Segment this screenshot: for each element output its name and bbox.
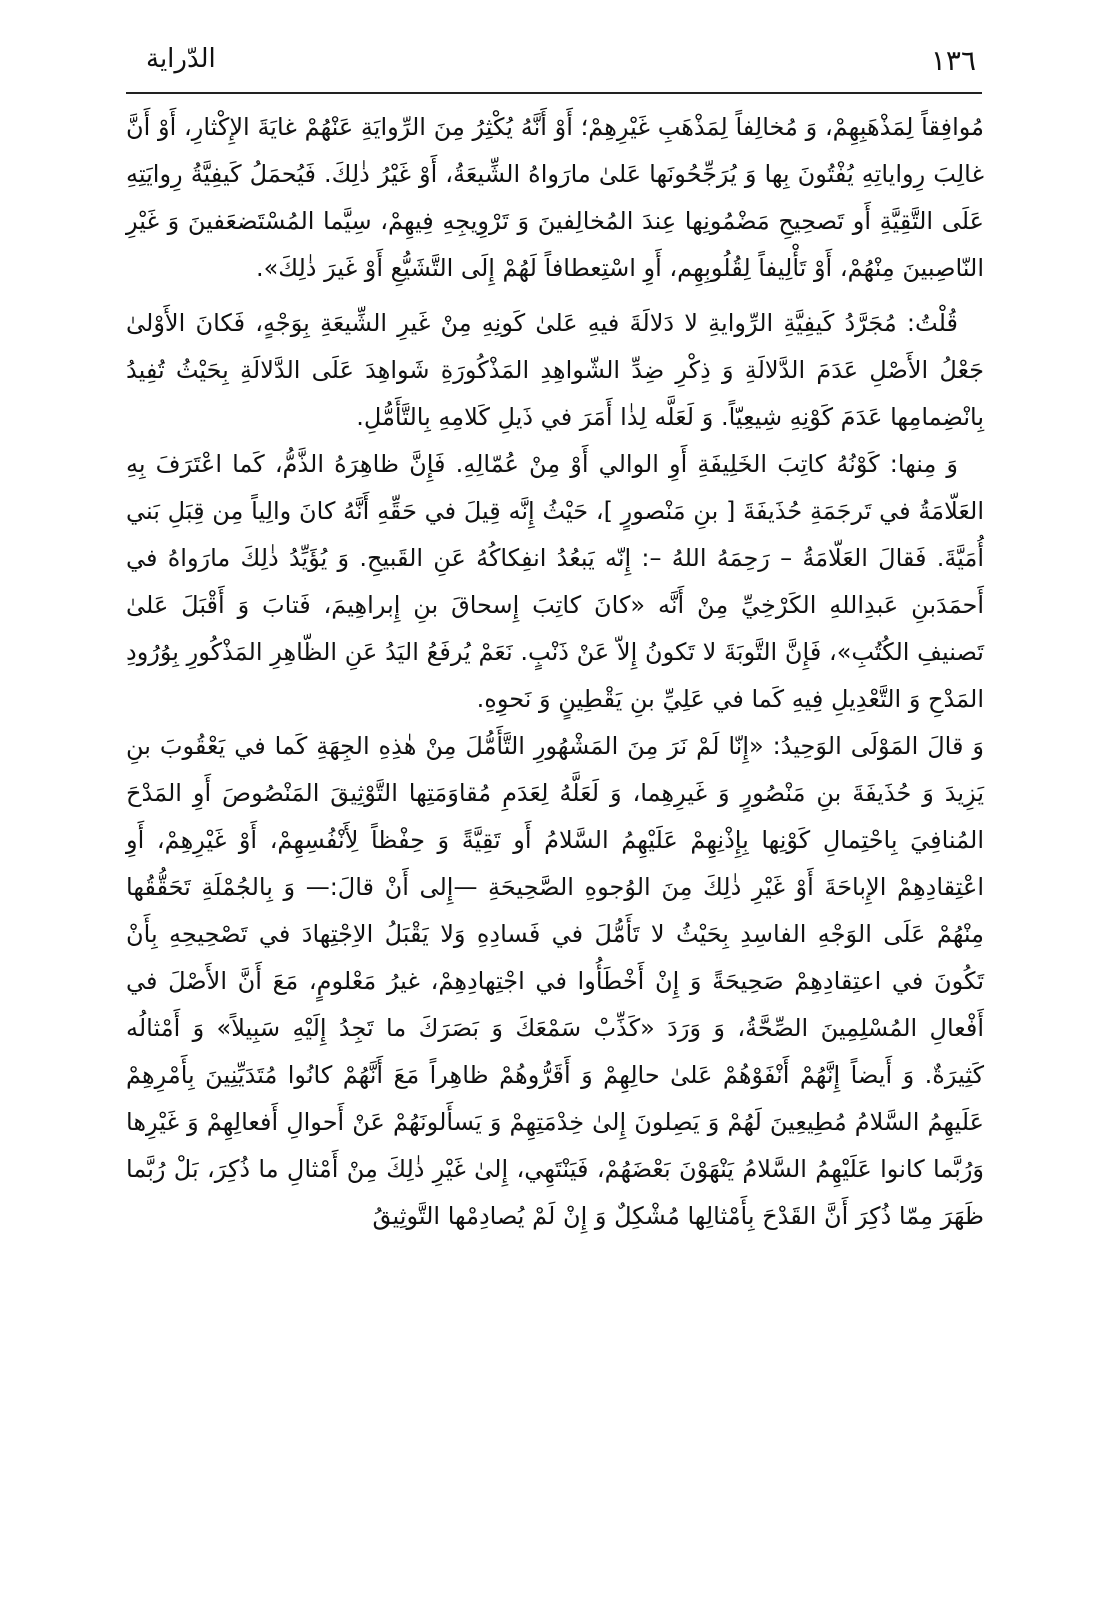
- page-number: ١٣٦: [930, 44, 976, 77]
- running-header: [126, 38, 976, 94]
- running-header-title: الدّراية: [146, 44, 216, 74]
- header-divider: [126, 92, 982, 94]
- page-body: [126, 104, 984, 1240]
- paragraph-2: قُلْتُ: مُجَرَّدُ كَيفِيَّةِ الرِّوايةِ لا دَلالَةَ فيهِ عَلىٰ كَونِهِ مِنْ غَيرِ الشِّيعَةِ بِوَجْهٍ، فَكانَ الأَوْلىٰ جَعْلُ الأَصْلِ عَدَمَ الدَّلالَةِ وَ ذِكْرِ ضِدِّ الشّواهِدِ المَذْكُورَةِ شَواهِدَ عَلَى الدَّلالَةِ بِحَيْثُ تُفِيدُ بِانْضِمامِها عَدَمَ كَوْنِهِ شِيعِيّاً. وَ لَعَلَّه لِذٰا أَمَرَ في ذَيلِ كَلامِهِ بِالتَّأَمُّلِ.: [126, 309, 984, 431]
- paragraph-4: وَ قالَ المَوْلَى الوَحِيدُ: «إِنّا لَمْ نَرَ مِنَ المَشْهُورِ التَّأَمُّلَ مِنْ هٰذِهِ الجِهَةِ كَما في يَعْقُوبَ بنِ يَزِيدَ وَ حُذَيفَةَ بنِ مَنْصُورٍ وَ غَيرِهِما، وَ لَعَلَّهُ لِعَدَمِ مُقاوَمَتِها التَّوْثِيقَ المَنْصُوصَ أَوِ المَدْحَ المُنافِيَ بِاحْتِمالِ كَوْنِها بِإِذْنِهِمْ عَلَيْهِمُ السَّلامُ أَو تَقِيَّةً وَ حِفْظاً لِأَنْفُسِهِمْ، أَوْ غَيْرِهِمْ، أَوِ اعْتِقادِهِمْ الإِباحَةَ أَوْ غَيْرِ ذٰلِكَ مِنَ الوُجوهِ الصَّحِيحَةِ —إِلى أَنْ قالَ:— وَ بِالجُمْلَةِ تَحَقُّقُها مِنْهُمْ عَلَى الوَجْهِ الفاسِدِ بِحَيْثُ لا تَأَمُّلَ في فَسادِهِ وَلا يَقْبَلُ الاِجْتِهادَ في تَصْحِيحِهِ بِأَنْ تَكُونَ في اعتِقادِهِمْ صَحِيحَةً وَ إِنْ أَخْطَأُوا في اجْتِهادِهِمْ، غيرُ مَعْلومٍ، مَعَ أَنَّ الأَصْلَ في أَفْعالِ المُسْلِمِينَ الصِّحَّةُ، وَ وَرَدَ «كَذِّبْ سَمْعَكَ وَ بَصَرَكَ ما تَجِدُ إِلَيْهِ سَبِيلاً» وَ أَمْثالُه كَثِيرَةٌ. وَ أَيضاً إِنَّهُمْ أَنْفَوْهُمْ عَلىٰ حالِهِمْ وَ أَقَرُّوهُمْ ظاهِراً مَعَ أَنَّهُمْ كانُوا مُتَدَيِّنِينَ بِأَمْرِهِمْ عَلَيهِمُ السَّلامُ مُطِيعِينَ لَهُمْ وَ يَصِلونَ إِلىٰ خِدْمَتِهِمْ وَ يَسأَلونَهُمْ عَنْ أَحوالِ أَفعالِهِمْ وَ غَيْرِها وَرُبَّما كانوا عَلَيْهِمُ السَّلامُ يَنْهَوْنَ بَعْضَهُمْ، فَيَنْتَهِي، إِلىٰ غَيْرِ ذٰلِكَ مِنْ أَمْثالِ ما ذُكِرَ، بَلْ رُبَّما ظَهَرَ مِمّا ذُكِرَ أَنَّ القَدْحَ بِأَمْثالِها مُشْكِلٌ وَ إِنْ لَمْ يُصادِمْها التَّوثِيقُ: [126, 732, 984, 1230]
- paragraph-gap: [126, 292, 984, 300]
- paragraph-1: مُوافِقاً لِمَذْهَبِهِمْ، وَ مُخالِفاً لِمَذْهَبِ غَيْرِهِمْ؛ أَوْ أَنَّهُ يُكْثِرُ مِنَ الرِّوايَةِ عَنْهُمْ غايَةَ الإِكْثارِ، أَوْ أَنَّ غالِبَ رِواياتِهِ يُفْتُونَ بِها وَ يُرَجِّحُونَها عَلىٰ مارَواهُ الشِّيعَةُ، أَوْ غَيْرُ ذٰلِكَ. فَيُحمَلُ كَيفِيَّةُ رِوايَتِهِ عَلَى التَّقِيَّةِ أَو تَصحِيحِ مَضْمُونِها عِندَ المُخالِفينَ وَ تَرْوِيجِهِ فِيهِمْ، سِيَّما المُسْتَضعَفينَ وَ غَيْرِ النّاصِبينَ مِنْهُمْ، أَوْ تَأْلِيفاً لِقُلُوبِهِم، أَوِ اسْتِعطافاً لَهُمْ إِلَى التَّشَيُّعِ أَوْ غَيرَ ذٰلِكَ».: [126, 113, 984, 282]
- paragraph-3: وَ مِنها: كَوْنُهُ كاتِبَ الخَلِيفَةِ أَوِ الوالي أَوْ مِنْ عُمّالِهِ. فَإِنَّ ظاهِرَهُ الذَّمُّ، كَما اعْتَرَفَ بِهِ العَلّامَةُ في تَرجَمَةِ حُذَيفَةَ [ بنِ مَنْصورٍ ]، حَيْثُ إِنَّه قِيلَ في حَقِّهِ أَنَّهُ كانَ والِياً مِن قِبَلِ بَني أُمَيَّةَ. فَقالَ العَلّامَةُ – رَحِمَهُ اللهُ –: إِنّه يَبعُدُ انفِكاكُهُ عَنِ القَبيحِ. وَ يُؤَيِّدُ ذٰلِكَ مارَواهُ في أَحمَدَبنِ عَبدِاللهِ الكَرْخِيِّ مِنْ أَنَّه «كانَ كاتِبَ إِسحاقَ بنِ إِبراهِيمَ، فَتابَ وَ أَقْبَلَ عَلىٰ تَصنيفِ الكُتُبِ»، فَإِنَّ التَّوبَةَ لا تَكونُ إِلاّ عَنْ ذَنْبٍ. نَعَمْ يُرفَعُ اليَدُ عَنِ الظّاهِرِ المَذْكُورِ بِوُرُودِ المَدْحِ وَ التَّعْدِيلِ فِيهِ كَما في عَلِيِّ بنِ يَقْطِينٍ وَ نَحوِهِ.: [126, 450, 984, 713]
